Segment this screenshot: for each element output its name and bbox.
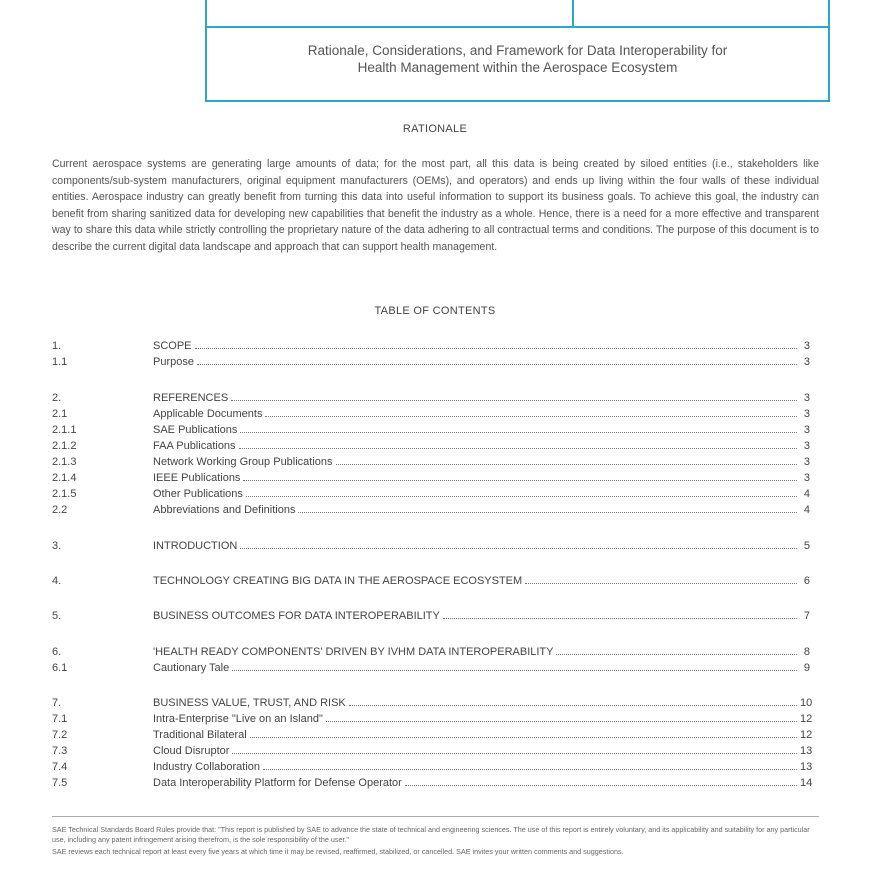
toc-entry-page: 10 <box>800 697 813 709</box>
toc-entry[interactable] <box>52 693 813 709</box>
toc-entry[interactable] <box>52 606 810 622</box>
toc-entry[interactable] <box>52 420 810 436</box>
toc-entry-page: 3 <box>803 392 810 404</box>
toc-entry-page: 4 <box>803 504 810 516</box>
toc-entry-page: 14 <box>800 777 813 789</box>
toc-entry[interactable] <box>52 709 813 725</box>
toc-entry-number: 1.1 <box>52 356 68 368</box>
toc-entry-number: 2.2 <box>52 504 68 516</box>
toc-leader-dots <box>231 399 797 401</box>
toc-leader-dots <box>298 511 797 513</box>
toc-leader-dots <box>265 415 797 417</box>
toc-leader-dots <box>250 736 797 738</box>
toc-entry[interactable] <box>52 352 810 368</box>
toc-entry-title: Industry Collaboration <box>153 761 261 773</box>
toc-entry[interactable] <box>52 404 810 420</box>
toc-entry[interactable] <box>52 773 813 789</box>
toc-entry-number: 7.4 <box>52 761 68 773</box>
toc-entry[interactable] <box>52 388 810 404</box>
toc-entry-title: Intra-Enterprise "Live on an Island" <box>153 713 323 725</box>
toc-leader-dots <box>240 431 797 433</box>
toc-entry-title: SAE Publications <box>153 424 238 436</box>
rationale-heading: RATIONALE <box>402 123 468 135</box>
toc-entry-title: BUSINESS OUTCOMES FOR DATA INTEROPERABILITY <box>153 610 440 622</box>
toc-leader-dots <box>326 720 797 722</box>
toc-entry-page: 5 <box>803 540 810 552</box>
toc-entry-number: 4. <box>52 575 62 587</box>
footer-line-1: SAE Technical Standards Board Rules provide that: "This report is published by SAE to advance the state of technical and engineering sciences. The use of this report is entirely voluntary, and its applicability and suitability for any particular use, including any patent infringement arising therefrom, is the sole responsibility of the user." <box>52 825 810 844</box>
toc-entry[interactable] <box>52 658 810 674</box>
toc-entry[interactable] <box>52 741 813 757</box>
toc-entry-page: 13 <box>800 761 813 773</box>
toc-leader-dots <box>195 347 797 349</box>
toc-entry-title: TECHNOLOGY CREATING BIG DATA IN THE AEROSPACE ECOSYSTEM <box>153 575 523 587</box>
toc-entry[interactable] <box>52 500 810 516</box>
toc-leader-dots <box>336 463 797 465</box>
toc-entry-title: IEEE Publications <box>153 472 241 484</box>
toc-entry[interactable] <box>52 757 813 773</box>
toc-entry-page: 8 <box>803 646 810 658</box>
toc-entry-title: SCOPE <box>153 340 192 352</box>
toc-entry[interactable] <box>52 468 810 484</box>
toc-entry-page: 13 <box>800 745 813 757</box>
toc-entry-page: 3 <box>803 424 810 436</box>
toc-entry-number: 1. <box>52 340 62 352</box>
toc-entry-title: REFERENCES <box>153 392 229 404</box>
toc-entry-title: Purpose <box>153 356 194 368</box>
toc-entry[interactable] <box>52 725 813 741</box>
toc-leader-dots <box>239 447 797 449</box>
toc-entry-title: Applicable Documents <box>153 408 263 420</box>
toc-entry-number: 5. <box>52 610 62 622</box>
toc-entry[interactable] <box>52 642 810 658</box>
toc-entry-title: Other Publications <box>153 488 243 500</box>
title-box-divider <box>572 0 574 26</box>
toc-leader-dots <box>232 752 797 754</box>
toc-leader-dots <box>232 669 797 671</box>
toc-entry-page: 9 <box>803 662 810 674</box>
document-title-box <box>205 0 830 102</box>
toc-entry[interactable] <box>52 336 810 352</box>
toc-entry-title: Abbreviations and Definitions <box>153 504 296 516</box>
toc-entry-number: 6. <box>52 646 62 658</box>
toc-entry[interactable] <box>52 536 810 552</box>
toc-entry-page: 12 <box>800 713 813 725</box>
toc-leader-dots <box>349 704 797 706</box>
document-title-line-2: Health Management within the Aerospace Ecosystem <box>357 60 678 75</box>
toc-entry-page: 3 <box>803 440 810 452</box>
toc-entry-title: Cautionary Tale <box>153 662 230 674</box>
toc-entry-title: 'HEALTH READY COMPONENTS' DRIVEN BY IVHM DATA INTEROPERABILITY <box>153 646 554 658</box>
toc-leader-dots <box>525 582 797 584</box>
toc-entry-title: Traditional Bilateral <box>153 729 247 741</box>
toc-entry-title: Network Working Group Publications <box>153 456 333 468</box>
toc-entry-number: 2.1.1 <box>52 424 77 436</box>
toc-leader-dots <box>197 363 797 365</box>
toc-leader-dots <box>405 784 797 786</box>
toc-entry[interactable] <box>52 571 810 587</box>
toc-entry-number: 6.1 <box>52 662 68 674</box>
toc-entry[interactable] <box>52 484 810 500</box>
toc-leader-dots <box>443 617 797 619</box>
toc-entry-page: 12 <box>800 729 813 741</box>
toc-entry-number: 7.3 <box>52 745 68 757</box>
toc-entry-number: 2.1.2 <box>52 440 77 452</box>
toc-leader-dots <box>246 495 797 497</box>
toc-entry-page: 3 <box>803 456 810 468</box>
toc-entry-number: 7.1 <box>52 713 68 725</box>
toc-entry-number: 2. <box>52 392 62 404</box>
document-title <box>207 42 828 76</box>
toc-entry-page: 3 <box>803 408 810 420</box>
toc-entry-page: 3 <box>803 472 810 484</box>
toc-entry-title: INTRODUCTION <box>153 540 238 552</box>
document-title-line-1: Rationale, Considerations, and Framework for Data Interoperability for <box>307 43 728 58</box>
toc-entry-number: 7.2 <box>52 729 68 741</box>
toc-leader-dots <box>243 479 797 481</box>
toc-entry-page: 3 <box>803 340 810 352</box>
toc-entry-page: 7 <box>803 610 810 622</box>
toc-entry-number: 2.1.4 <box>52 472 77 484</box>
toc-entry-title: Cloud Disruptor <box>153 745 230 757</box>
toc-entry-title: FAA Publications <box>153 440 236 452</box>
toc-entry-page: 6 <box>803 575 810 587</box>
toc-entry-number: 7.5 <box>52 777 68 789</box>
toc-leader-dots <box>263 768 797 770</box>
toc-entry[interactable] <box>52 452 810 468</box>
toc-entry[interactable] <box>52 436 810 452</box>
rationale-paragraph: Current aerospace systems are generating large amounts of data; for the most part, all this data is being created by siloed entities (i.e., stakeholders like components/sub-system manufacturers, original equipment manufacturers (OEMs), and operators) and ends up living within the four walls of these individual entities. Aerospace industry can greatly benefit from turning this data into useful information to support its business goals. To achieve this goal, the industry can benefit from sharing sanitized data for developing new capabilities that benefit the industry as a whole. Hence, there is a need for a more effective and transparent way to share this data while strictly controlling the proprietary nature of the data adhering to all contractual terms and conditions. The purpose of this document is to describe the current digital data landscape and approach that can support health management. <box>52 158 819 253</box>
toc-heading: TABLE OF CONTENTS <box>374 305 496 317</box>
toc-entry-title: BUSINESS VALUE, TRUST, AND RISK <box>153 697 346 709</box>
toc-entry-page: 3 <box>803 356 810 368</box>
footer-notice <box>52 816 819 860</box>
toc-entry-number: 2.1.3 <box>52 456 77 468</box>
toc-entry-number: 7. <box>52 697 62 709</box>
toc-entry-title: Data Interoperability Platform for Defense Operator <box>153 777 402 789</box>
footer-line-2: SAE reviews each technical report at least every five years at which time it may be revised, reaffirmed, stabilized, or cancelled. SAE invites your written comments and suggestions. <box>52 847 624 856</box>
toc-entry-number: 2.1.5 <box>52 488 77 500</box>
toc-entry-number: 2.1 <box>52 408 68 420</box>
toc-leader-dots <box>240 547 797 549</box>
title-box-header-row <box>207 0 828 28</box>
toc-entry-number: 3. <box>52 540 62 552</box>
toc-entry-page: 4 <box>803 488 810 500</box>
toc-leader-dots <box>556 653 797 655</box>
